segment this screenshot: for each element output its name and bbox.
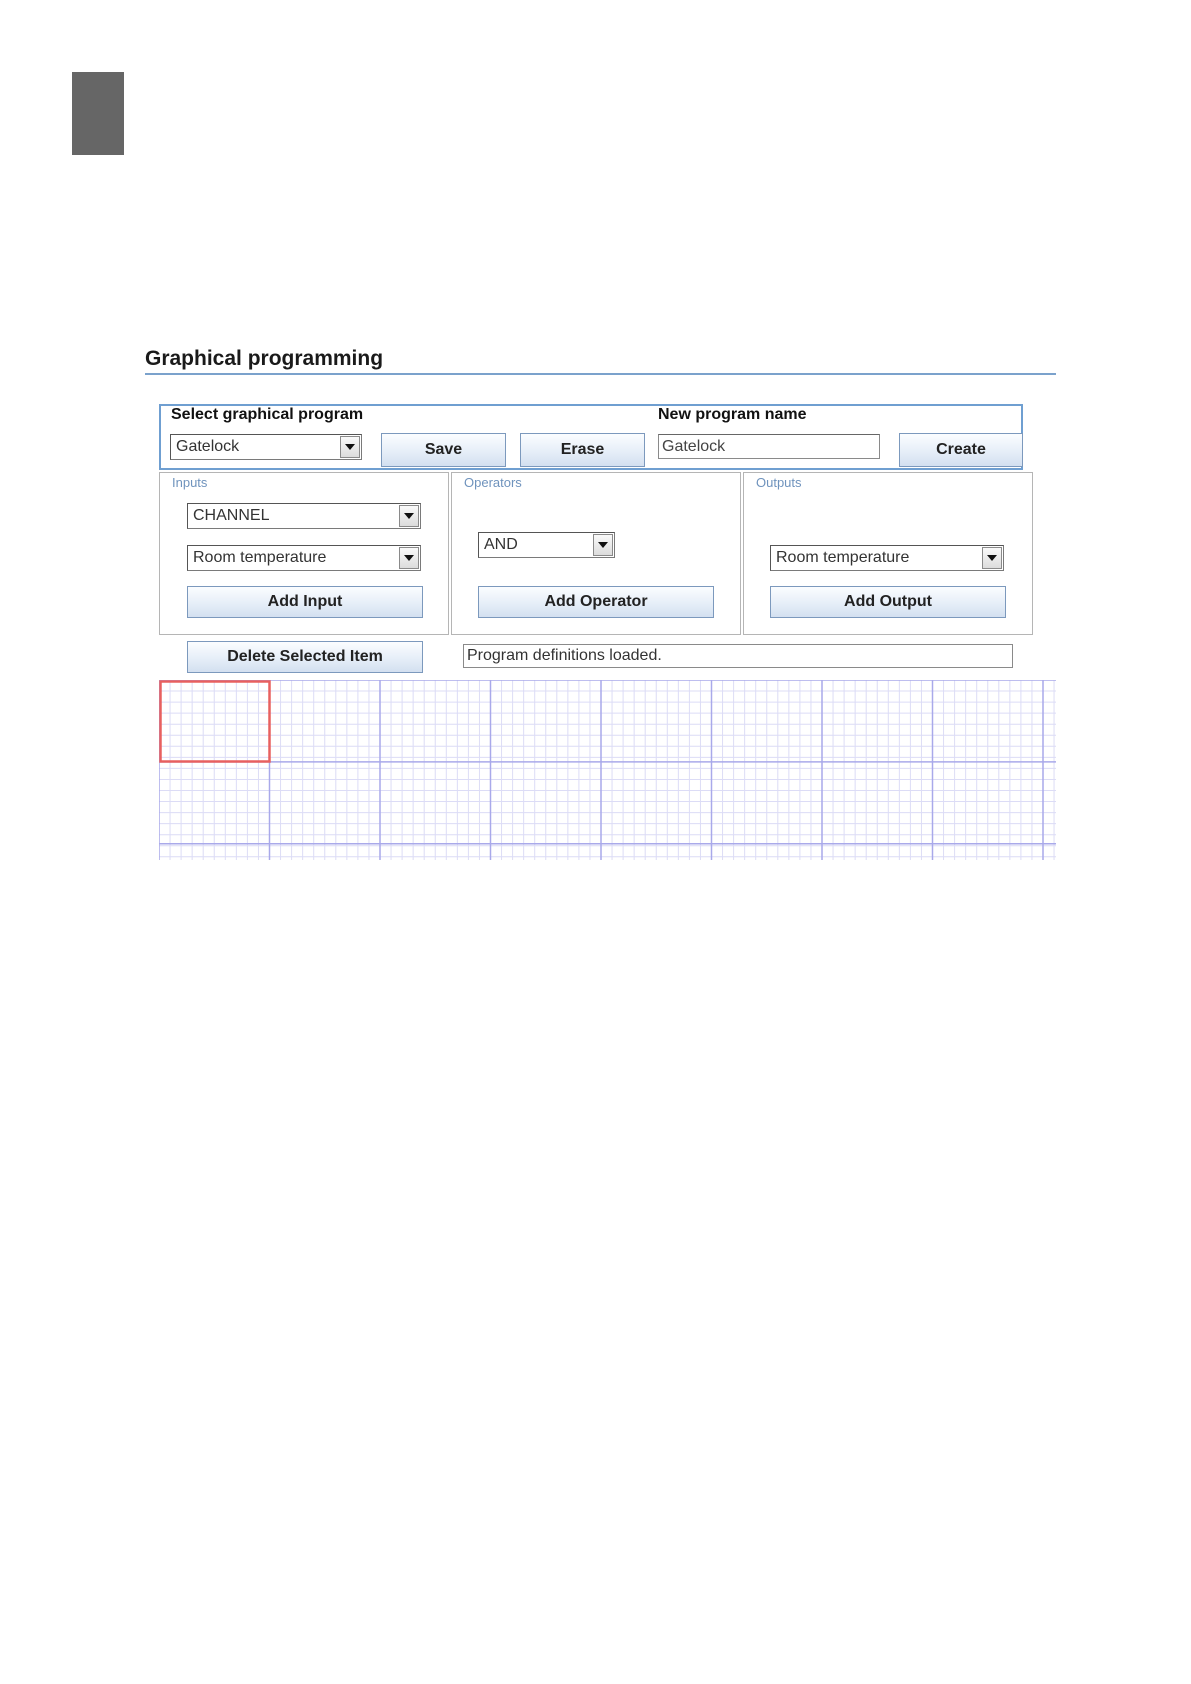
- selected-cell-highlight[interactable]: [161, 682, 270, 762]
- save-button[interactable]: Save: [381, 433, 506, 467]
- canvas-grid: [159, 680, 1056, 860]
- erase-button[interactable]: Erase: [520, 433, 645, 467]
- chevron-down-icon[interactable]: [399, 505, 419, 527]
- outputs-panel-label: Outputs: [756, 475, 802, 490]
- add-operator-button[interactable]: Add Operator: [478, 586, 714, 618]
- chapter-tab-marker: [72, 72, 124, 155]
- page-title: Graphical programming: [145, 347, 384, 370]
- status-message: Program definitions loaded.: [463, 644, 1013, 668]
- operator-value: AND: [484, 536, 518, 553]
- chevron-down-icon[interactable]: [982, 547, 1002, 569]
- delete-selected-item-button[interactable]: Delete Selected Item: [187, 641, 423, 673]
- output-item-select[interactable]: [770, 545, 1004, 571]
- add-output-button[interactable]: Add Output: [770, 586, 1006, 618]
- program-canvas[interactable]: [159, 680, 1056, 860]
- title-divider: [145, 373, 1056, 375]
- operators-panel-label: Operators: [464, 475, 522, 490]
- input-type-value: CHANNEL: [193, 507, 270, 524]
- operator-select[interactable]: [478, 532, 615, 558]
- input-type-select[interactable]: [187, 503, 421, 529]
- program-select-value: Gatelock: [176, 438, 240, 455]
- chevron-down-icon[interactable]: [399, 547, 419, 569]
- add-input-button[interactable]: Add Input: [187, 586, 423, 618]
- chevron-down-icon[interactable]: [593, 534, 613, 556]
- inputs-panel-label: Inputs: [172, 475, 208, 490]
- create-button[interactable]: Create: [899, 433, 1023, 467]
- program-select[interactable]: [170, 434, 362, 460]
- output-item-value: Room temperature: [776, 549, 910, 566]
- chevron-down-icon[interactable]: [340, 436, 360, 458]
- select-program-label: Select graphical program: [171, 406, 364, 423]
- input-item-select[interactable]: [187, 545, 421, 571]
- new-program-name-input[interactable]: [658, 434, 880, 459]
- input-item-value: Room temperature: [193, 549, 327, 566]
- new-program-name-label: New program name: [658, 406, 807, 423]
